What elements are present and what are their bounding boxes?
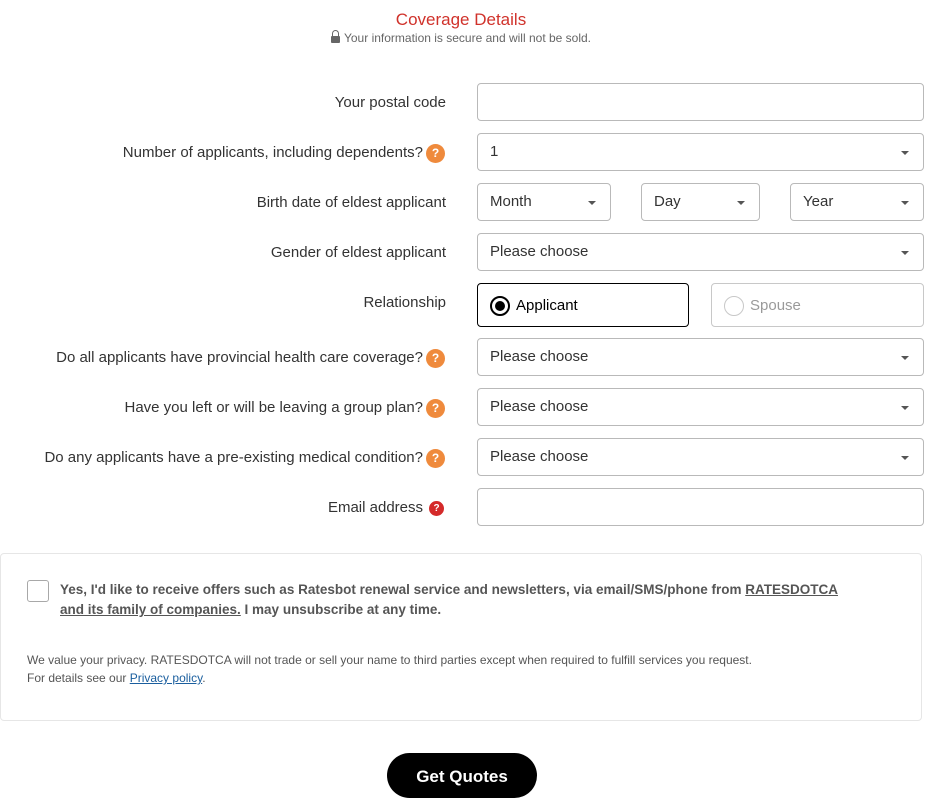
group-plan-label: Have you left or will be leaving a group plan?: [124, 399, 423, 416]
postal-code-label: Your postal code: [334, 94, 446, 111]
group-plan-select[interactable]: Please choose: [477, 388, 924, 426]
gender-label: Gender of eldest applicant: [270, 244, 446, 261]
health-coverage-row: [0, 338, 932, 378]
privacy-note: We value your privacy. RATESDOTCA will not trade or sell your name to third parties except when required to fulfill services you request. For details see our Privacy policy.: [27, 653, 752, 685]
secure-note: [0, 31, 922, 45]
medical-condition-label: Do any applicants have a pre-existing medical condition?: [44, 449, 423, 466]
birth-year-select[interactable]: Year: [790, 183, 924, 221]
postal-code-row: [0, 83, 932, 123]
relationship-row: [0, 283, 932, 327]
email-row: [0, 488, 932, 528]
relationship-applicant-option[interactable]: Applicant: [477, 283, 689, 327]
consent-checkbox[interactable]: [27, 580, 49, 602]
health-coverage-select[interactable]: Please choose: [477, 338, 924, 376]
birth-day-select[interactable]: Day: [641, 183, 760, 221]
secure-note-text: Your information is secure and will not be sold.: [343, 31, 592, 45]
relationship-spouse-option[interactable]: Spouse: [711, 283, 924, 327]
companies-link[interactable]: RATESDOTCA and its family of companies.: [60, 582, 838, 617]
email-field[interactable]: [477, 488, 924, 526]
gender-select[interactable]: Please choose: [477, 233, 924, 271]
applicants-select[interactable]: [477, 133, 924, 171]
chevron-down-icon: [901, 151, 909, 155]
birth-date-label: Birth date of eldest applicant: [256, 194, 446, 211]
get-quotes-button[interactable]: Get Quotes: [387, 753, 537, 798]
medical-condition-row: [0, 438, 932, 478]
chevron-down-icon: [901, 456, 909, 460]
gender-row: [0, 233, 932, 273]
help-icon[interactable]: ?: [426, 449, 445, 468]
applicants-label: Number of applicants, including dependents?: [122, 144, 423, 161]
chevron-down-icon: [901, 406, 909, 410]
group-plan-row: [0, 388, 932, 428]
applicants-value: 1: [490, 143, 499, 160]
applicants-row: [0, 133, 932, 173]
consent-panel: [0, 553, 922, 721]
chevron-down-icon: [901, 201, 909, 205]
relationship-label: Relationship: [363, 294, 446, 311]
help-required-icon[interactable]: ?: [429, 501, 444, 516]
medical-condition-select[interactable]: Please choose: [477, 438, 924, 476]
birth-month-select[interactable]: Month: [477, 183, 611, 221]
postal-code-input[interactable]: [477, 83, 924, 121]
chevron-down-icon: [901, 356, 909, 360]
lock-icon: [331, 36, 340, 43]
consent-text: Yes, I'd like to receive offers such as Ratesbot renewal service and newsletters, via email/SMS/phone from RATESDOTCA and its family of companies. I may unsubscribe at any time.: [60, 582, 838, 617]
help-icon[interactable]: ?: [426, 349, 445, 368]
radio-selected-icon: [490, 296, 510, 316]
chevron-down-icon: [588, 201, 596, 205]
email-label: Email address: [327, 499, 423, 516]
privacy-policy-link[interactable]: Privacy policy: [129, 671, 203, 685]
chevron-down-icon: [901, 251, 909, 255]
radio-unselected-icon: [724, 296, 744, 316]
help-icon[interactable]: ?: [426, 399, 445, 418]
chevron-down-icon: [737, 201, 745, 205]
health-coverage-label: Do all applicants have provincial health care coverage?: [56, 349, 423, 366]
page-title: Coverage Details: [395, 10, 527, 29]
birth-date-row: [0, 183, 932, 223]
help-icon[interactable]: ?: [426, 144, 445, 163]
